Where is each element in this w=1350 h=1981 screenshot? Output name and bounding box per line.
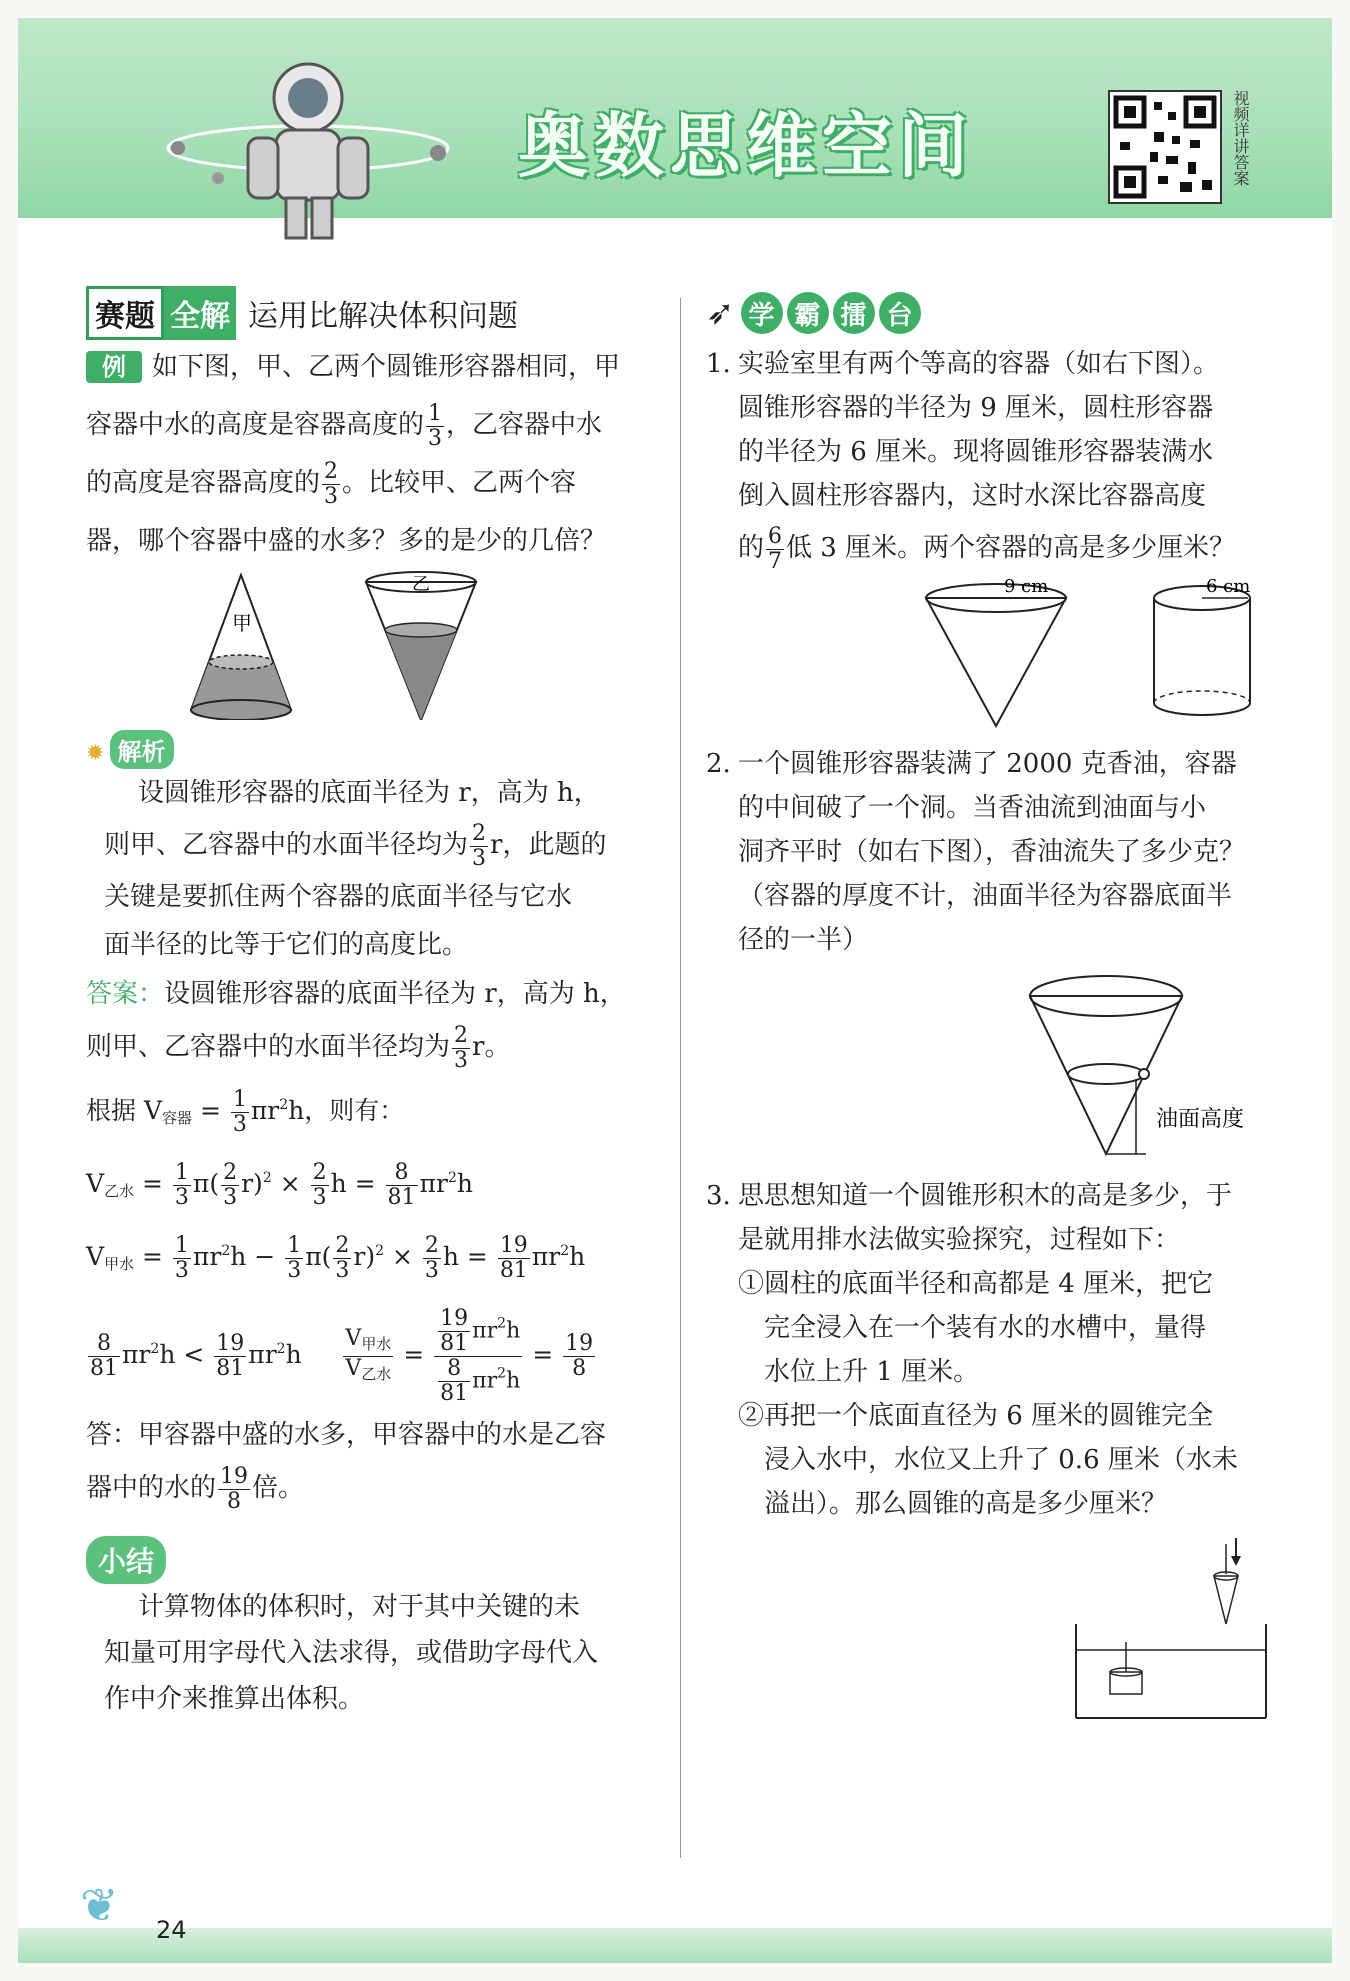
cone-a-label: 甲 — [232, 611, 252, 635]
section-tag-2: 全解 — [164, 286, 236, 340]
q3-line-7: 浸入水中，水位又上升了 0.6 厘米（水未 — [764, 1445, 1238, 1475]
analysis-line-2: 则甲、乙容器中的水面半径均为 $\frac{2}{3}$ r，此题的 — [104, 820, 607, 871]
fraction: $\frac{2}{3}$ — [454, 1022, 469, 1073]
dolphin-icon: ❦ — [80, 1878, 119, 1932]
analysis-line-3: 关键是要抓住两个容器的底面半径与它水 — [104, 882, 573, 912]
footer-bar — [18, 1928, 1332, 1963]
section-header-right — [706, 288, 1276, 338]
fraction: $\frac{19}{8}$ — [220, 1463, 249, 1514]
q2-line-2: 的中间破了一个洞。当香油流到油面与小 — [738, 793, 1207, 823]
analysis-label: 解析 — [110, 730, 174, 769]
q3-figure — [706, 1532, 1276, 1732]
answer-line-2: 则甲、乙容器中的水面半径均为 $\frac{2}{3}$ r。 — [86, 1022, 511, 1073]
section-header — [86, 288, 666, 338]
q2-figure — [706, 972, 1276, 1162]
answer-line-1: 答案：设圆锥形容器的底面半径为 r，高为 h， — [86, 979, 626, 1009]
q1-line-1: 1. 实验室里有两个等高的容器（如右下图）。 — [706, 349, 1220, 379]
question-1 — [706, 342, 1276, 578]
q2-line-4: （容器的厚度不计，油面半径为容器底面半 — [738, 881, 1233, 911]
q1-cylinder-label: 6 cm — [1206, 578, 1251, 597]
analysis-block — [86, 730, 666, 969]
example-label: 例 — [86, 351, 142, 383]
q1-line-2: 圆锥形容器的半径为 9 厘米，圆柱形容器 — [738, 393, 1214, 423]
conclusion-line-2: 器中的水的 $\frac{19}{8}$ 倍。 — [86, 1463, 305, 1514]
analysis-line-1: 设圆锥形容器的底面半径为 r，高为 h， — [138, 778, 600, 808]
q2-line-5: 径的一半） — [738, 925, 869, 955]
summary-line-2: 知量可用字母代入法求得，或借助字母代入 — [104, 1638, 599, 1668]
example-line-1: 例 如下图，甲、乙两个圆锥形容器相同，甲 — [86, 338, 666, 396]
summary-block — [86, 1536, 666, 1722]
page-number: 24 — [156, 1916, 187, 1944]
q3-line-4: 完全浸入在一个装有水的水槽中，量得 — [764, 1313, 1207, 1343]
q2-line-1: 2. 一个圆锥形容器装满了 2000 克香油，容器 — [706, 749, 1237, 779]
lightbulb-icon: ✹ — [86, 741, 105, 766]
q3-line-8: 溢出）。那么圆锥的高是多少厘米？ — [764, 1489, 1168, 1519]
summary-line-1: 计算物体的体积时，对于其中关键的未 — [138, 1592, 581, 1622]
q3-line-1: 3. 思思想知道一个圆锥形积木的高是多少，于 — [706, 1181, 1233, 1211]
question-2 — [706, 742, 1276, 962]
formula-v-yi: $V_{乙水}$ = $\frac{1}{3}$ π( $\frac{2}{3}$ r)$^2$ × $\frac{2}{3}$ h = $\frac{8}{81}$ $\pi r^2h$ — [86, 1160, 473, 1210]
conclusion-line-1: 答：甲容器中盛的水多，甲容器中的水是乙容 — [86, 1420, 607, 1450]
q1-figure — [706, 578, 1276, 728]
right-column — [706, 288, 1276, 1732]
summary-label: 小结 — [86, 1536, 166, 1584]
example-line-2: 容器中水的高度是容器高度的 $\frac{1}{3}$ ，乙容器中水 — [86, 400, 603, 451]
qr-label: 视频详讲答案 — [1231, 90, 1250, 186]
column-divider — [680, 298, 681, 1858]
example-line-3: 的高度是容器高度的 $\frac{2}{3}$ 。比较甲、乙两个容 — [86, 458, 577, 509]
formula-compare: $\frac{8}{81}$ $\pi r^2h$ < $\frac{19}{81}$ $\pi r^2h$ $\frac{V_{甲水}}{V_{乙水}}$ = $\frac{19}{81}$ $\pi r^2h$ $\frac{8}{81}$ $\pi r^2h$ = $\frac{19}{8}$ — [90, 1306, 594, 1406]
q3-line-2: 是就用排水法做实验探究，过程如下： — [738, 1225, 1181, 1255]
q2-figure-label: 油面高度 — [1156, 1107, 1245, 1132]
banner-title: 奥数思维空间 — [518, 105, 974, 187]
q2-line-3: 洞齐平时（如右下图），香油流失了多少克？ — [738, 837, 1246, 867]
q1-line-3: 的半径为 6 厘米。现将圆锥形容器装满水 — [738, 437, 1214, 467]
q1-line-4: 倒入圆柱形容器内，这时水深比容器高度 — [738, 481, 1207, 511]
fraction: $\frac{2}{3}$ — [472, 820, 487, 871]
section-tag-1: 赛题 — [86, 286, 164, 340]
analysis-line-4: 面半径的比等于它们的高度比。 — [104, 930, 469, 960]
summary-line-3: 作中介来推算出体积。 — [104, 1684, 365, 1714]
formula-v-jia: $V_{甲水}$ = $\frac{1}{3}$ $\pi r^2h$ − $\frac{1}{3}$ π( $\frac{2}{3}$ r)$^2$ × $\frac{2}{3}$ h = $\frac{19}{81}$ $\pi r^2h$ — [86, 1233, 586, 1283]
q1-cone-label: 9 cm — [1004, 578, 1049, 597]
header-banner — [18, 18, 1332, 218]
question-3 — [706, 1174, 1276, 1526]
fraction: $\frac{2}{3}$ — [324, 458, 339, 509]
q3-line-5: 水位上升 1 厘米。 — [764, 1357, 980, 1387]
section-tag-xueba: 学 霸 擂 台 — [741, 292, 921, 334]
example-line-4: 器，哪个容器中盛的水多？多的是少的几倍？ — [86, 526, 607, 556]
answer-label: 答案： — [86, 979, 165, 1009]
formula-volume: 根据 $V_{容器}$ = $\frac{1}{3}$ $\pi r^2h$，则有： — [86, 1087, 405, 1137]
q3-line-3: ①圆柱的底面半径和高都是 4 厘米，把它 — [738, 1269, 1214, 1299]
page — [18, 18, 1332, 1963]
qr-code-icon[interactable] — [1108, 90, 1222, 204]
runner-icon: ➶ — [706, 293, 735, 333]
q3-line-6: ②再把一个底面直径为 6 厘米的圆锥完全 — [738, 1401, 1214, 1431]
fraction: $\frac{1}{3}$ — [428, 400, 443, 451]
q1-line-5: 的 $\frac{6}{7}$ 低 3 厘米。两个容器的高是多少厘米？ — [738, 523, 1236, 574]
left-column — [86, 288, 666, 1722]
fraction: $\frac{6}{7}$ — [768, 523, 783, 574]
cone-figures — [166, 570, 566, 720]
astronaut-illustration — [158, 38, 458, 248]
cone-b-label: 乙 — [412, 574, 430, 595]
section-title: 运用比解决体积问题 — [248, 299, 518, 334]
